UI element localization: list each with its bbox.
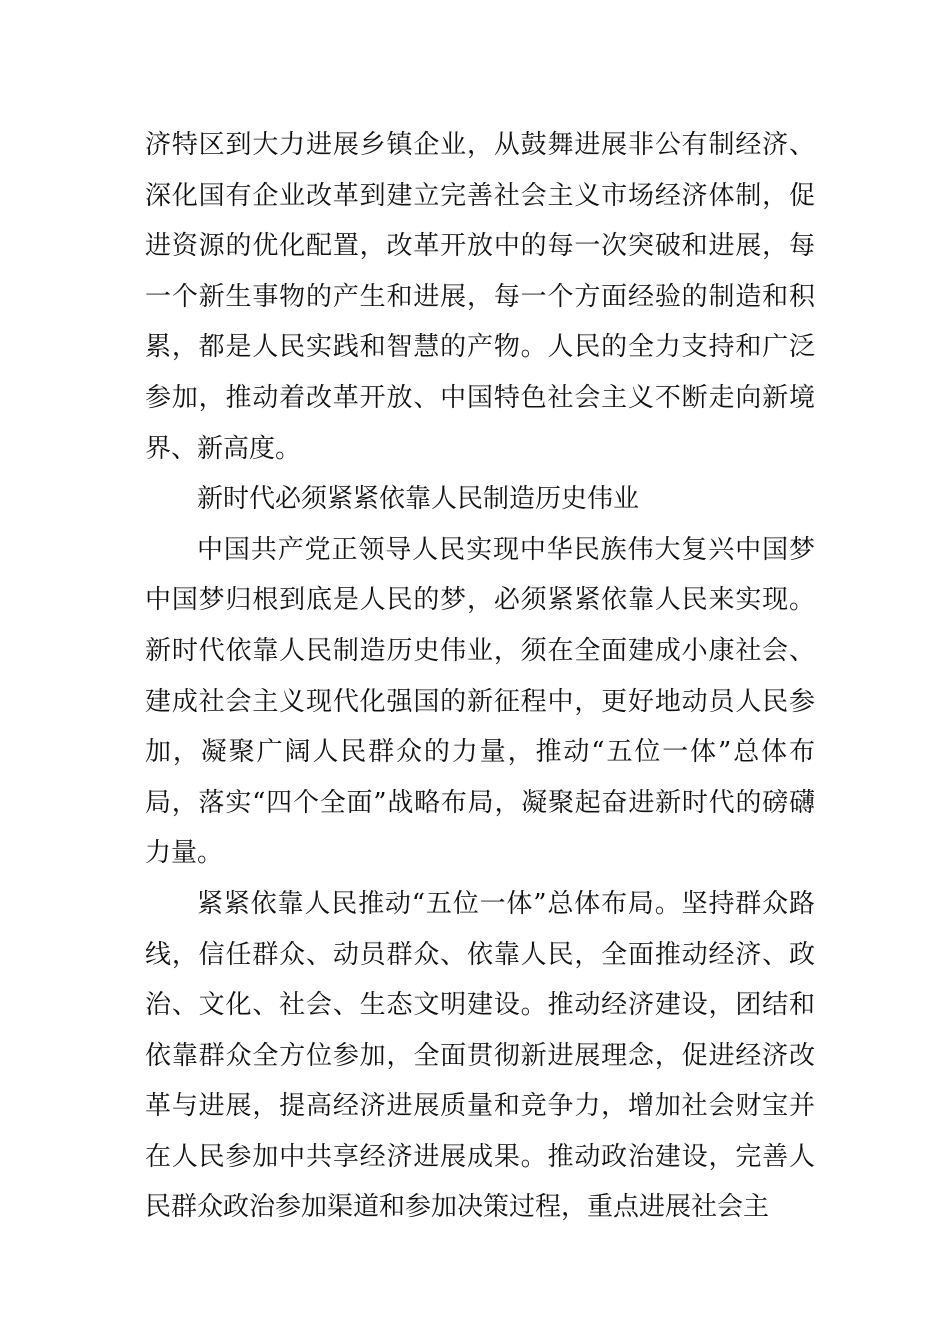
document-body	[145, 120, 815, 1233]
paragraph-3: 紧紧依靠人民推动“五位一体”总体布局。坚持群众路线，信任群众、动员群众、依靠人民，全面推动经济、政治、文化、社会、生态文明建设。推动经济建设，团结和依靠群众全方位参加，全面贯彻新进展理念，促进经济改革与进展，提高经济进展质量和竞争力，增加社会财宝并在人民参加中共享经济进展成果。推动政治建设，完善人民群众政治参加渠道和参加决策过程，重点进展社会主	[145, 888, 815, 1223]
paragraph-2: 中国共产党正领导人民实现中华民族伟大复兴中国梦中国梦归根到底是人民的梦，必须紧紧依靠人民来实现。新时代依靠人民制造历史伟业，须在全面建成小康社会、建成社会主义现代化强国的新征程中，更好地动员人民参加，凝聚广阔人民群众的力量，推动“五位一体”总体布局，落实“四个全面”战略布局，凝聚起奋进新时代的磅礴力量。	[145, 534, 815, 869]
section-heading: 新时代必须紧紧依靠人民制造历史伟业	[197, 484, 640, 515]
paragraph-1: 济特区到大力进展乡镇企业，从鼓舞进展非公有制经济、深化国有企业改革到建立完善社会主义市场经济体制，促进资源的优化配置，改革开放中的每一次突破和进展，每一个新生事物的产生和进展，每一个方面经验的制造和积累，都是人民实践和智慧的产物。人民的全力支持和广泛参加，推动着改革开放、中国特色社会主义不断走向新境界、新高度。	[145, 130, 815, 464]
